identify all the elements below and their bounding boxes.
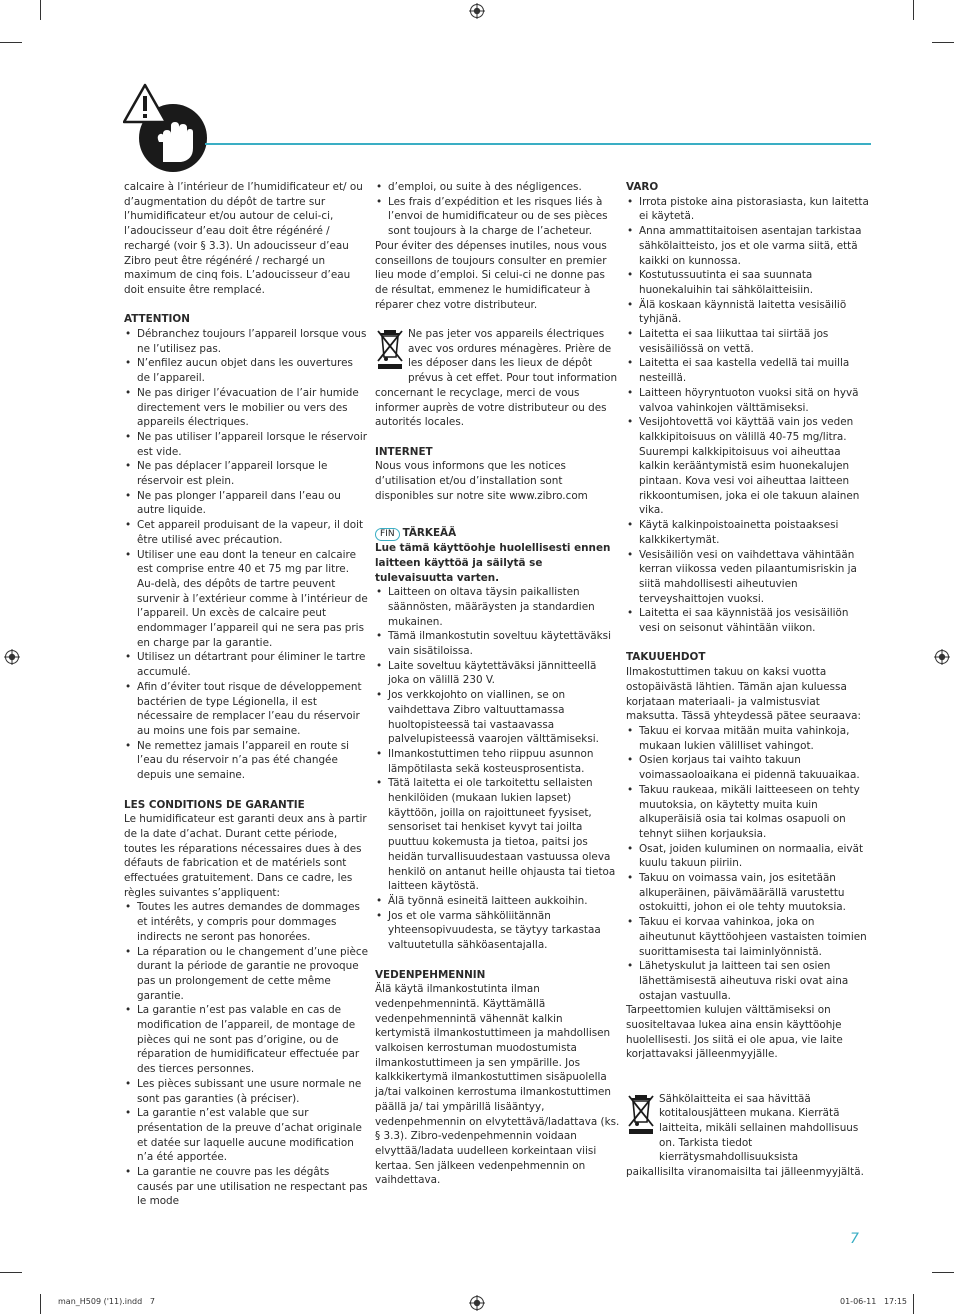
warning-hand-icon: [123, 82, 209, 174]
list-item: • Jos verkkojohto on viallinen, se on vaihdettava Zibro valtuuttamassa huoltopisteessä tai vastaavassa palvelupisteessä vaarojen välttämiseksi.: [375, 688, 620, 747]
column-1: [124, 180, 368, 1209]
list-item: • Toutes les autres demandes de dommages et intérêts, y compris pour dommages indirects ne seront pas honorées.: [124, 900, 368, 944]
varo-list: [626, 195, 870, 636]
list-item: • Osien korjaus tai vaihto takuun voimassaoloaikana ei pidennä takuuaikaa.: [626, 753, 870, 782]
list-item: • Les frais d’expédition et les risques liés à l’envoi de humidificateur ou de ses pièces sont toujours à la charge de l’acheteur.: [375, 195, 620, 239]
list-item: • Anna ammattitaitoisen asentajan tarkistaa sähkölaitteisto, jos et ole varma siitä, että kaikki on kunnossa.: [626, 224, 870, 268]
crop-mark: [913, 0, 914, 20]
takuu-heading: TAKUUEHDOT: [626, 651, 706, 664]
list-item: • Laitetta ei saa kastella vedellä tai muilla nesteillä.: [626, 356, 870, 385]
list-item: • Ilmankostuttimen teho riippuu asunnon lämpötilasta sekä kosteusprosentista.: [375, 747, 620, 776]
varo-heading: VARO: [626, 181, 659, 193]
internet-heading: INTERNET: [375, 445, 433, 458]
list-item: • Ne pas utiliser l’appareil lorsque le réservoir est vide.: [124, 430, 368, 459]
crop-mark: [40, 1294, 41, 1314]
list-item: • Laitetta ei saa käynnistää jos vesisäiliön vesi on seisonut vähintään viikon.: [626, 606, 870, 635]
list-item: • La garantie n’est valable que sur présentation de la preuve d’achat originale et datée sur laquelle aucune modification n’a été apportée.: [124, 1106, 368, 1165]
list-item: • Cet appareil produisant de la vapeur, il doit être utilisé avec précaution.: [124, 518, 368, 547]
list-item: • Les pièces subissant une usure normale ne sont pas garanties (à préciser).: [124, 1077, 368, 1106]
crossed-bin-icon: [626, 1092, 656, 1136]
list-item: • Takuu on voimassa vain, jos esitetään alkuperäinen, päivämäärällä varustettu ostokuitti, johon ei ole tehty muutoksia.: [626, 871, 870, 915]
list-item: • Irrota pistoke aina pistorasiasta, kun laitetta ei käytetä.: [626, 195, 870, 224]
list-item: • Kostutussuutinta ei saa suunnata huonekaluihin tai sähkölaitteisiin.: [626, 268, 870, 297]
weee-text: Sähkölaitteita ei saa hävittää kotitalousjätteen mukana. Kierrätä laitteita, mikäli sellainen mahdollisuus on. Tarkista tiedot kierrätysmahdollisuuksista: [659, 1092, 859, 1164]
list-item: • Vesijohtovettä voi käyttää vain jos veden kalkkipitoisuus on välillä 40-75 mg/litra. Suurempi kalkkipitoisuus voi aiheuttaa kalkin kerääntymistä esim huonekalujen pintaan. Kova vesi voi aiheuttaa laitteen rikkoontumisen, joka ei ole takuun alainen vika.: [626, 415, 870, 518]
registration-mark-icon: [934, 649, 950, 665]
column-2: [375, 180, 620, 1188]
weee-notice: [626, 1092, 870, 1166]
crop-mark: [0, 1272, 22, 1273]
fin-list: [375, 585, 620, 953]
footer-file: man_H509 ('11).indd 7: [58, 1297, 155, 1306]
softener-text: Älä käytä ilmankostutinta ilman vedenpehmennintä. Käyttämällä vedenpehmennintä vähennät kalkin kertymistä ilmankostuttimeen ja mahdollisen valkoisen kerrostuman muodostumista ilmankostuttimeen ja sen ympärille. Jos kalkkikertymä ilmankostuttimen sisäpuolella ja/tai valkoinen kerrostuma ilmankostuttimen päällä ja/ tai ympärillä lisääntyy, vedenpehmennin on elvytettävä/ladattava (ks. § 3.3). Zibro-vedenpehmennin voidaan elvyttää/ladata uudelleen korkeintaan viisi kertaa. Sen jälkeen vedenpehmennin on vaihdettava.: [375, 983, 620, 1187]
list-item: • Vesisäiliön vesi on vaihdettava vähintään kerran viikossa veden pilaantumisriskin ja siitä mahdollisesti aiheutuvien terveyshaittojen vuoksi.: [626, 548, 870, 607]
column-3: [626, 180, 870, 1180]
header-rule: [205, 143, 871, 145]
list-item: • N’enfilez aucun objet dans les ouvertures de l’appareil.: [124, 356, 368, 385]
list-item: • La réparation ou le changement d’une pièce durant la période de garantie ne provoque pas un prolongement de cette même garantie.: [124, 945, 368, 1004]
footer-date: 01-06-11 17:15: [840, 1297, 907, 1306]
crop-mark: [932, 1272, 954, 1273]
language-badge: FIN: [375, 528, 400, 541]
intro-paragraph: calcaire à l’intérieur de l’humidificateur et/ ou d’augmentation du dépôt de tartre sur l’humidificateur et/ou autour de celui-ci, l’adoucisseur d’eau doit être régénéré / rechargé (voir § 3.3). Un adoucisseur d’eau Zibro peut être régénéré / rechargé un maximum de cinq fois. L’adoucisseur d’eau doit ensuite être remplacé.: [124, 181, 363, 296]
registration-mark-icon: [469, 1295, 485, 1311]
registration-mark-icon: [4, 649, 20, 665]
crop-mark: [0, 42, 22, 43]
list-item: • Laitteen on oltava täysin paikallisten säännösten, määräysten ja standardien mukainen.: [375, 585, 620, 629]
attention-list: [124, 327, 368, 783]
guarantee-heading: LES CONDITIONS DE GARANTIE: [124, 798, 305, 811]
fin-heading: TÄRKEÄÄ: [402, 527, 457, 540]
takuu-intro: Ilmakostuttimen takuu on kaksi vuotta ostopäivästä lähtien. Tämän ajan kuluessa korjataan materiaali- ja valmistusviat maksutta. Tässä yhteydessä pätee seuraava:: [626, 666, 862, 723]
fin-section-title: [375, 526, 620, 541]
softener-heading: VEDENPEHMENNIN: [375, 968, 486, 981]
guarantee-list-continued: [375, 180, 620, 239]
list-item: • Takuu ei korvaa mitään muita vahinkoja, mukaan lukien välilliset vahingot.: [626, 724, 870, 753]
list-item: • Tätä laitetta ei ole tarkoitettu sellaisten henkilöiden (mukaan lukien lapset) käyttöön, joilla on rajoittuneet fyysiset, sensoriset tai henkiset kyvyt tai joilta puuttuu kokemusta ja tietoa, paitsi jos heidän turvallisuudestaan vastuussa oleva henkilö on antanut heille ohjausta tai tietoa laitteen käytöstä.: [375, 776, 620, 894]
crop-mark: [913, 1294, 914, 1314]
list-item: • Laitetta ei saa liikuttaa tai siirtää jos vesisäiliössä on vettä.: [626, 327, 870, 356]
guarantee-intro: Le humidificateur est garanti deux ans à partir de la date d’achat. Durant cette période, toutes les réparations nécessaires dues à des défauts de fabrication et de matériels sont effectuées gratuitement. Dans ce cadre, les règles suivantes s’appliquent:: [124, 813, 367, 899]
takuu-after: Tarpeettomien kulujen välttämiseksi on suositeltavaa lukea aina ensin käyttöohje huolellisesti. Jos siitä ei ole apua, vie laite korjattavaksi jälleenmyyjälle.: [626, 1004, 843, 1061]
crop-mark: [40, 0, 41, 20]
list-item: • Takuu ei korvaa vahinkoa, joka on aiheutunut käyttöohjeen vastaisten toimien suorittamisesta tai laiminlyönnistä.: [626, 915, 870, 959]
fin-intro: Lue tämä käyttöohje huolellisesti ennen laitteen käyttöä ja säilytä se tulevaisuutta varten.: [375, 542, 611, 584]
list-item: • Ne pas déplacer l’appareil lorsque le réservoir est plein.: [124, 459, 368, 488]
list-item: • d’emploi, ou suite à des négligences.: [375, 180, 620, 195]
list-item: • Älä työnnä esineitä laitteen aukkoihin.: [375, 894, 620, 909]
weee-text-continued: paikallisilta viranomaisilta tai jälleenmyyjältä.: [626, 1166, 864, 1179]
list-item: • Jos et ole varma sähköliitännän yhteensopivuudesta, se täytyy tarkastaa valtuutetulla sähköasentajalla.: [375, 909, 620, 953]
page-number: 7: [850, 1231, 859, 1247]
crop-mark: [932, 42, 954, 43]
list-item: • Afin d’éviter tout risque de développement bactérien de type Légionella, il est nécessaire de remplacer l’eau du réservoir au moins une fois par semaine.: [124, 680, 368, 739]
list-item: • Ne remettez jamais l’appareil en route si l’eau du réservoir n’a pas été changée depuis une semaine.: [124, 739, 368, 783]
list-item: • Lähetyskulut ja laitteen tai sen osien lähettämisestä aiheutuva riski ovat aina ostajan vastuulla.: [626, 959, 870, 1003]
internet-text: Nous vous informons que les notices d’utilisation et/ou d’installation sont disponibles sur notre site www.zibro.com: [375, 460, 588, 502]
list-item: • Tämä ilmankostutin soveltuu käytettäväksi vain sisätiloissa.: [375, 629, 620, 658]
list-item: • Laite soveltuu käytettäväksi jännitteellä joka on välillä 230 V.: [375, 659, 620, 688]
attention-heading: ATTENTION: [124, 313, 190, 326]
list-item: • Laitteen höyryntuoton vuoksi sitä on hyvä valvoa vahinkojen välttämiseksi.: [626, 386, 870, 415]
weee-text: Ne pas jeter vos appareils électriques avec vos ordures ménagères. Prière de les déposer dans les lieux de dépôt prévus à cet effet. Pour tout information: [408, 328, 618, 385]
takuu-list: [626, 724, 870, 1003]
list-item: • La garantie ne couvre pas les dégâts causés par une utilisation ne respectant pas le mode: [124, 1165, 368, 1209]
list-item: • Käytä kalkinpoistoainetta poistaaksesi kalkkikertymät.: [626, 518, 870, 547]
list-item: • Osat, joiden kuluminen on normaalia, eivät kuulu takuun piiriin.: [626, 842, 870, 871]
list-item: • Älä koskaan käynnistä laitetta vesisäiliö tyhjänä.: [626, 298, 870, 327]
list-item: • Utilisez un détartrant pour éliminer le tartre accumulé.: [124, 650, 368, 679]
weee-text-continued: concernant le recyclage, merci de vous informer auprès de votre distributeur ou des autorités locales.: [375, 386, 607, 429]
list-item: • Ne pas plonger l’appareil dans l’eau ou autre liquide.: [124, 489, 368, 518]
weee-notice: [375, 327, 620, 386]
list-item: • Takuu raukeaa, mikäli laitteeseen on tehty muutoksia, on käytetty muita kuin alkuperäisiä osia tai kolmas osapuoli on tehnyt siihen korjauksia.: [626, 783, 870, 842]
crossed-bin-icon: [375, 327, 405, 371]
list-item: • Ne pas diriger l’évacuation de l’air humide directement vers le mobilier ou vers des appareils électriques.: [124, 386, 368, 430]
guarantee-list: [124, 900, 368, 1209]
list-item: • Débranchez toujours l’appareil lorsque vous ne l’utilisez pas.: [124, 327, 368, 356]
list-item: • La garantie n’est pas valable en cas de modification de l’appareil, de montage de pièces qui ne sont pas d’origine, ou de réparation de humidificateur effectuée par des tierces personnes.: [124, 1003, 368, 1077]
registration-mark-icon: [469, 3, 485, 19]
advice-paragraph: Pour éviter des dépenses inutiles, nous vous conseillons de toujours consulter en premier lieu mode d’emploi. Si celui-ci ne donne pas de résultat, emmenez le humidificateur à réparer chez votre distributeur.: [375, 239, 607, 311]
list-item: • Utiliser une eau dont la teneur en calcaire est comprise entre 40 et 75 mg par litre. Au-delà, des dépôts de tartre peuvent survenir à l’extérieur comme à l’intérieur de l’appareil. Un excès de calcaire peut endommager l’appareil qui ne sera pas pris en charge par la garantie.: [124, 548, 368, 651]
